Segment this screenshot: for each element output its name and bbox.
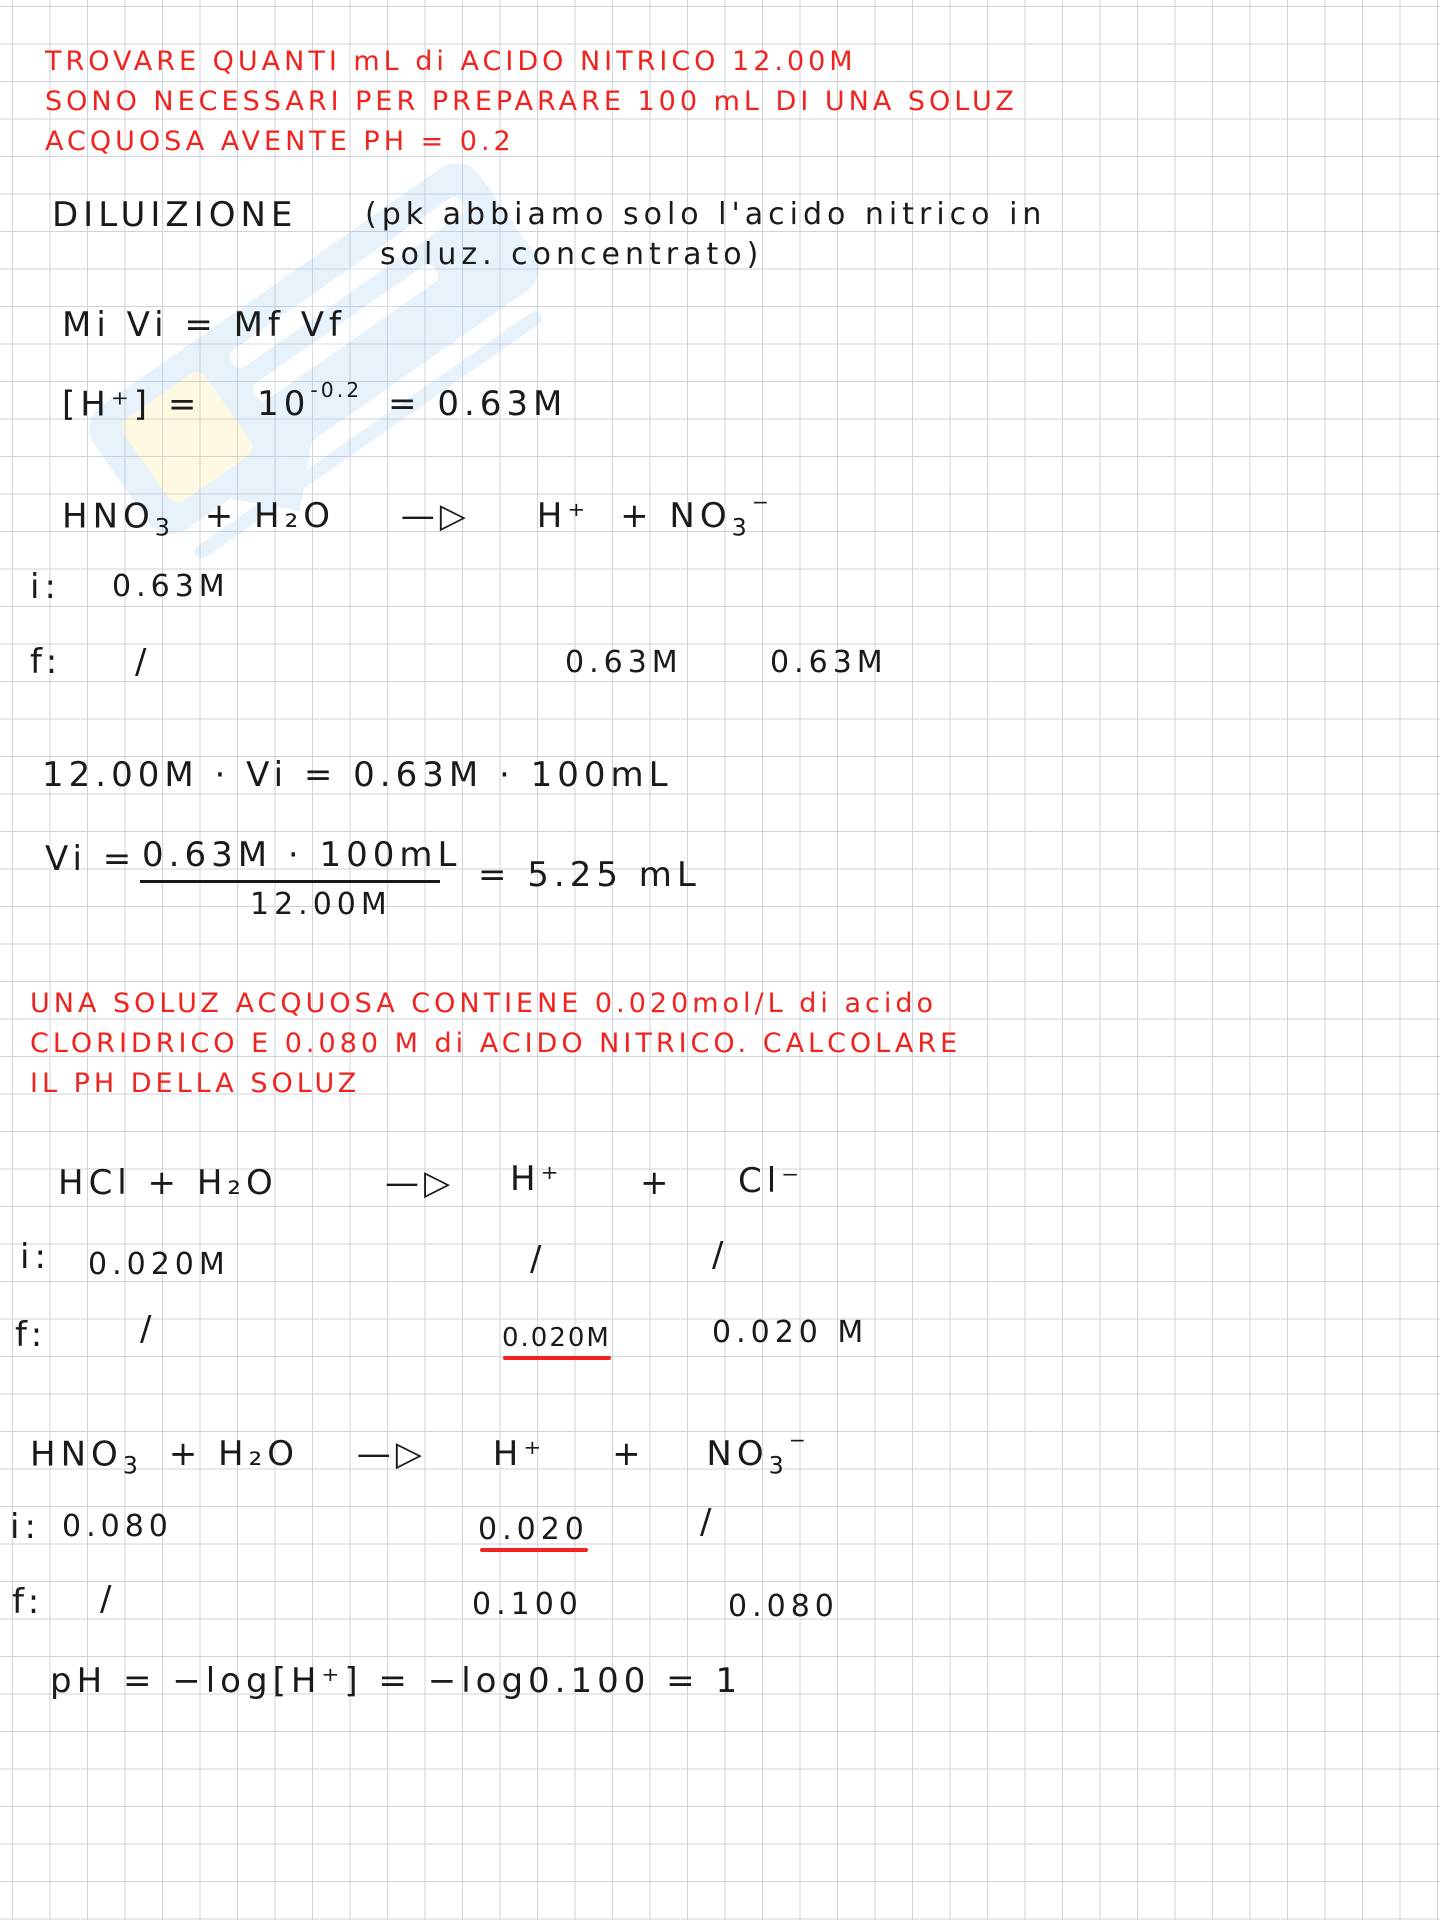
reaction2-product-cl: Cl⁻ <box>738 1161 805 1201</box>
reaction2-lhs: HCl + H₂O <box>58 1163 278 1203</box>
reaction2-f-h-underline <box>503 1356 611 1360</box>
problem1-line-2: SONO NECESSARI PER PREPARARE 100 mL DI UNA SOLUZ <box>45 86 1018 117</box>
reaction3-i-h-underline <box>480 1548 588 1552</box>
reaction3-i-h: 0.020 <box>478 1512 589 1547</box>
h-concentration-exponent: -0.2 <box>310 378 363 402</box>
calc1-equation: 12.00M · Vi = 0.63M · 100mL <box>42 755 673 795</box>
reaction1-product-no3: + NO <box>620 496 732 537</box>
reaction3-water: + H₂O <box>168 1434 299 1475</box>
h-concentration-lhs: [H⁺] = <box>62 384 202 425</box>
calc1-numerator: 0.63M · 100mL <box>142 835 462 875</box>
calc1-denominator: 12.00M <box>250 887 392 922</box>
reaction2-i-h: / <box>530 1239 547 1279</box>
reaction3-product-no3-sub: 3 <box>768 1451 789 1480</box>
calc1-result: = 5.25 mL <box>478 855 701 895</box>
reaction1-water: + H₂O <box>204 496 335 537</box>
dilution-heading: DILUIZIONE <box>52 195 298 235</box>
problem1-line-1: TROVARE QUANTI mL di ACIDO NITRICO 12.00M <box>45 46 857 77</box>
reaction3-product-no3-sup: − <box>788 1428 809 1452</box>
reaction3-i-no3: / <box>700 1502 717 1542</box>
calc1-vi-label: Vi = <box>45 839 137 879</box>
reaction2-i-value: 0.020M <box>88 1247 230 1282</box>
reaction3-lhs-sub: 3 <box>122 1451 143 1480</box>
reaction3-lhs: HNO <box>30 1434 123 1475</box>
reaction2-product-h: H⁺ <box>510 1159 564 1199</box>
reaction1-i-value: 0.63M <box>112 569 230 604</box>
reaction1-f-label: f: <box>30 642 63 682</box>
dilution-formula: Mi Vi = Mf Vf <box>62 305 346 345</box>
reaction1-i-label: i: <box>30 567 61 607</box>
reaction1-product-h: H⁺ <box>536 496 591 537</box>
reaction2-f-slash: / <box>140 1309 157 1349</box>
reaction1-lhs-sub: 3 <box>154 513 175 542</box>
reaction3-equation <box>30 1430 809 1478</box>
problem2-line-2: CLORIDRICO E 0.080 M di ACIDO NITRICO. CALCOLARE <box>30 1028 962 1059</box>
reaction3-i-value: 0.080 <box>62 1509 173 1544</box>
reaction3-arrow: —▷ <box>356 1434 427 1475</box>
reaction2-i-label: i: <box>20 1237 51 1277</box>
calc1-fraction-bar <box>140 880 440 883</box>
reaction1-lhs: HNO <box>62 496 155 537</box>
reaction1-product-no3-sub: 3 <box>731 513 752 542</box>
reaction3-f-label: f: <box>12 1582 45 1622</box>
reaction2-f-h: 0.020M <box>502 1323 611 1353</box>
reaction2-arrow: —▷ <box>385 1163 456 1203</box>
reaction1-f-no3: 0.63M <box>770 645 888 680</box>
h-concentration <box>62 378 568 425</box>
reaction2-i-cl: / <box>712 1235 729 1275</box>
problem2-line-1: UNA SOLUZ ACQUOSA CONTIENE 0.020mol/L di acido <box>30 988 938 1019</box>
reaction2-f-label: f: <box>15 1315 48 1355</box>
reaction2-f-cl: 0.020 M <box>712 1315 869 1350</box>
h-concentration-rhs: = 0.63M <box>388 384 568 425</box>
reaction2-plus: + <box>640 1163 674 1203</box>
problem2-line-3: IL PH DELLA SOLUZ <box>30 1068 361 1099</box>
final-ph-equation: pH = −log[H⁺] = −log0.100 = 1 <box>50 1661 743 1701</box>
reaction3-f-no3: 0.080 <box>728 1589 839 1624</box>
reaction3-f-h: 0.100 <box>472 1587 583 1622</box>
reaction1-arrow: —▷ <box>400 496 471 537</box>
problem1-line-3: ACQUOSA AVENTE PH = 0.2 <box>45 126 515 157</box>
h-concentration-base: 10 <box>257 384 311 425</box>
reaction3-plus: + <box>612 1434 646 1475</box>
dilution-note-line-2: soluz. concentrato) <box>380 237 764 272</box>
reaction1-f-slash: / <box>135 642 152 682</box>
dilution-note-line-1: (pk abbiamo solo l'acido nitrico in <box>365 197 1047 232</box>
reaction3-product-h: H⁺ <box>492 1434 547 1475</box>
reaction1-equation <box>62 492 772 540</box>
reaction3-f-slash: / <box>100 1579 117 1619</box>
reaction1-product-no3-sup: − <box>751 490 772 514</box>
reaction3-product-no3: NO <box>706 1434 769 1475</box>
reaction3-i-label: i: <box>10 1507 41 1547</box>
reaction1-f-h: 0.63M <box>565 645 683 680</box>
